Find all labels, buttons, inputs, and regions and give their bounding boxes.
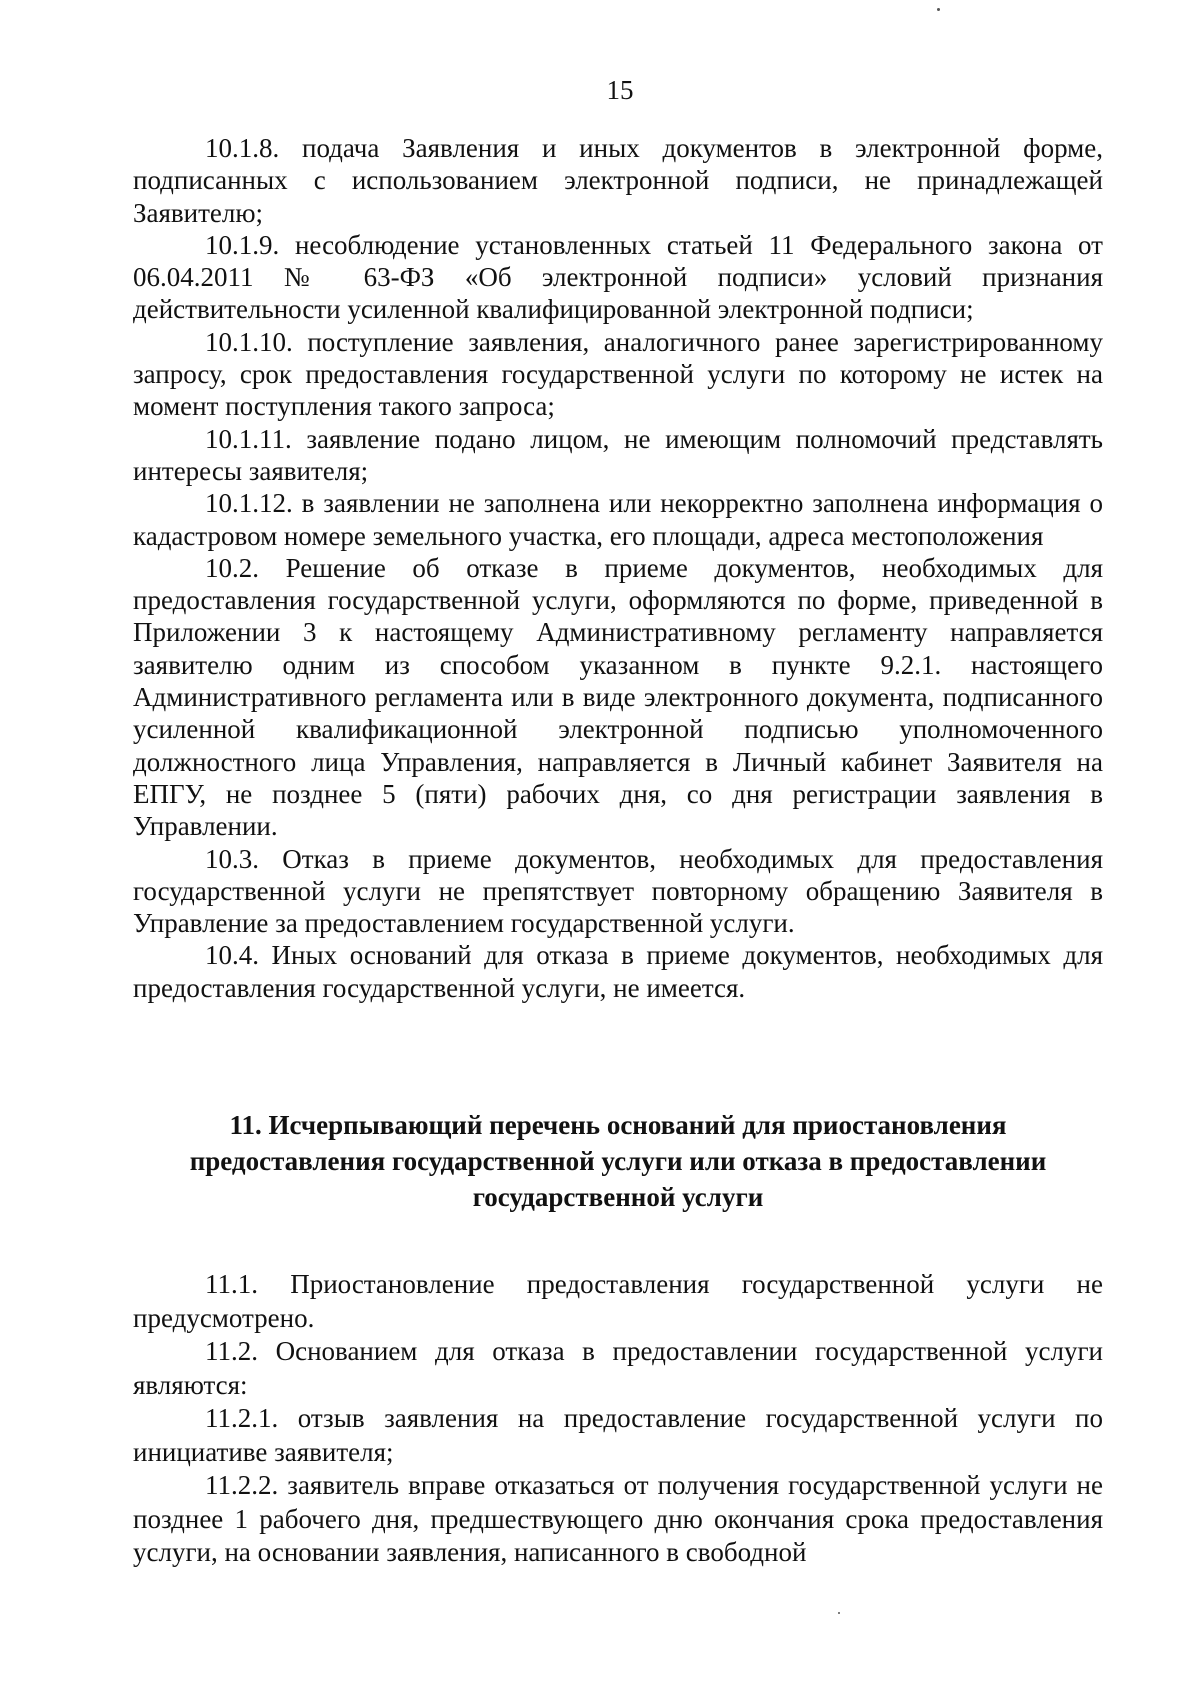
paragraph-10-2: 10.2. Решение об отказе в приеме документов, необходимых для предоставления государственной услуги, оформляются по форме, приведенной в Приложении 3 к настоящему Административному регламенту направляется заявителю одним из способом указанном в пункте 9.2.1. настоящего Административного регламента или в виде электронного документа, подписанного усиленной квалификационной электронной подписью уполномоченного должностного лица Управления, направляется в Личный кабинет Заявителя на ЕПГУ, не позднее 5 (пяти) рабочих дня, со дня регистрации заявления в Управлении. (133, 552, 1103, 842)
paragraph-11-2-2: 11.2.2. заявитель вправе отказаться от получения государственной услуги не позднее 1 рабочего дня, предшествующего дню окончания срока предоставления услуги, на основании заявления, написанного в свободной (133, 1470, 1103, 1567)
section-11-heading (133, 1107, 1103, 1215)
section-heading-line-3: государственной услуги (472, 1182, 764, 1212)
paragraph-10-1-9: 10.1.9. несоблюдение установленных статьей 11 Федерального закона от 06.04.2011 № 63-ФЗ «Об электронной подписи» условий признания действительности усиленной квалифицированной электронной подписи; (133, 229, 1103, 325)
scan-speck (937, 8, 940, 11)
paragraph-10-1-12: 10.1.12. в заявлении не заполнена или некорректно заполнена информация о кадастровом номере земельного участка, его площади, адреса местоположения (133, 488, 1103, 551)
paragraph-11-2-1: 11.2.1. отзыв заявления на предоставление государственной услуги по инициативе заявителя; (133, 1403, 1103, 1467)
paragraph-10-1-11: 10.1.11. заявление подано лицом, не имеющим полномочий представлять интересы заявителя; (133, 423, 1103, 486)
section-heading-line-2: предоставления государственной услуги или отказа в предоставлении (189, 1146, 1047, 1176)
clause-10-list (133, 132, 1103, 1004)
page-number: 15 (606, 75, 634, 105)
scan-speck (838, 1612, 840, 1614)
paragraph-10-1-8: 10.1.8. подача Заявления и иных документов в электронной форме, подписанных с использованием электронной подписи, не принадлежащей Заявителю; (133, 133, 1103, 228)
paragraph-10-1-10: 10.1.10. поступление заявления, аналогичного ранее зарегистрированному запросу, срок предоставления государственной услуги по которому не истек на момент поступления такого запроса; (133, 326, 1103, 422)
paragraph-10-3: 10.3. Отказ в приеме документов, необходимых для предоставления государственной услуги не препятствует повторному обращению Заявителя в Управление за предоставлением государственной услуги. (133, 843, 1103, 939)
section-heading-line-1: 11. Исчерпывающий перечень оснований для приостановления (229, 1110, 1007, 1140)
paragraph-11-2: 11.2. Основанием для отказа в предоставлении государственной услуги являются: (133, 1336, 1103, 1400)
paragraph-11-1: 11.1. Приостановление предоставления государственной услуги не предусмотрено. (133, 1269, 1103, 1333)
paragraph-10-4: 10.4. Иных оснований для отказа в приеме документов, необходимых для предоставления государственной услуги, не имеется. (133, 940, 1103, 1003)
clause-11-list (133, 1268, 1103, 1570)
